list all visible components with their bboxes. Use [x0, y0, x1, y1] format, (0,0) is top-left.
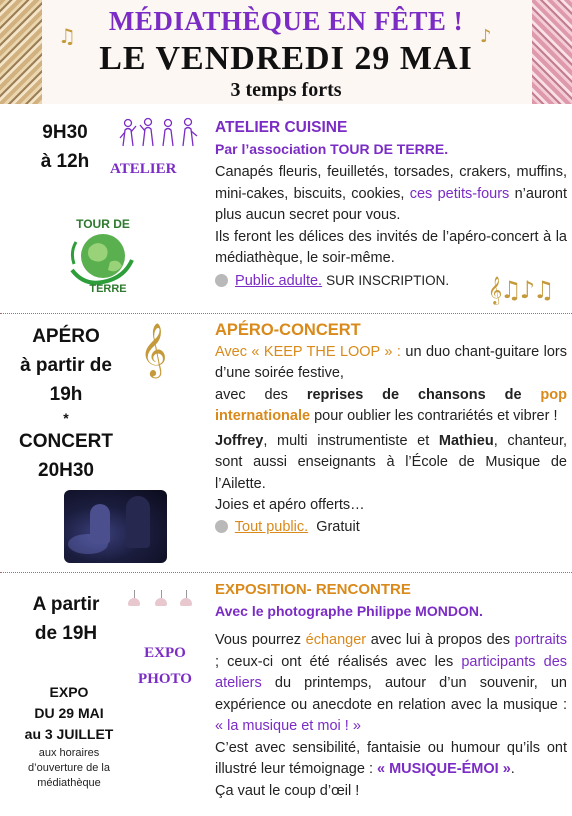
section-divider	[0, 313, 572, 314]
people-icon	[118, 116, 200, 150]
audience-line: Tout public. Gratuit	[215, 517, 567, 539]
section-divider	[0, 572, 572, 573]
music-notes-icon: 𝄞♫♪♫	[488, 276, 553, 304]
event-date: LE VENDREDI 29 MAI	[99, 40, 473, 77]
page-title: MÉDIATHÈQUE EN FÊTE !	[108, 6, 464, 36]
music-note-icon: ♪	[480, 26, 492, 47]
glitter-decoration-right	[532, 0, 572, 104]
atelier-tag: ATELIER	[110, 161, 177, 177]
section-title: ATELIER CUISINE	[215, 119, 348, 136]
section-subtitle: Avec le photographe Philippe MONDON.	[215, 602, 483, 619]
lamp-icon	[180, 590, 192, 606]
glitter-decoration-left	[0, 0, 42, 104]
paragraph: Ils feront les délices des invités de l’apéro-concert à la médiathèque, le soir-même.	[215, 228, 567, 266]
expo-tag: EXPO PHOTO	[138, 645, 192, 687]
lamp-icon	[128, 590, 140, 606]
logo-text-bottom: TERRE	[89, 283, 127, 294]
apero-time: APÉRO à partir de 19h * CONCERT 20H30	[19, 326, 113, 481]
expo-hours: aux horaires d’ouverture de la médiathèque	[28, 747, 110, 789]
paragraph: Canapés fleuris, feuilletés, torsades, crakers, muffins, mini-cakes, biscuits, cookies, ces petits-fours n’auront plus aucun secret pour vous.	[215, 164, 567, 223]
concert-photo	[64, 490, 167, 563]
expo-time: A partir de 19H	[32, 594, 100, 644]
tour-de-terre-logo	[62, 212, 144, 294]
bullet-dot-icon	[215, 274, 228, 287]
treble-clef-icon: 𝄞	[140, 322, 168, 376]
section-title: EXPOSITION- RENCONTRE	[215, 581, 411, 598]
apero-description	[215, 320, 567, 538]
paragraph: Ça vaut le coup d’œil !	[215, 782, 360, 799]
paragraph: Avec « KEEP THE LOOP » : un duo chant-guitare lors d’une soirée festive,	[215, 343, 567, 381]
atelier-description	[215, 117, 567, 292]
music-note-icon: ♫	[58, 24, 76, 48]
atelier-time: 9H30 à 12h	[40, 122, 90, 172]
audience-link[interactable]: Tout public.	[234, 518, 309, 535]
section-title: APÉRO-CONCERT	[215, 321, 361, 339]
paragraph: C’est avec sensibilité, fantaisie ou humour qu’ils ont illustré leur témoignage : « MUSIQUE-ÉMOI ».	[215, 739, 567, 777]
bullet-dot-icon	[215, 520, 228, 533]
audience-link[interactable]: Public adulte.	[235, 272, 323, 289]
paragraph: Vous pourrez échanger avec lui à propos des portraits ; ceux-ci ont été réalisés avec les participants des ateliers du printemps, autour d’un souvenir, un expérience ou anecdote en relation avec la musique : « la musique et moi ! »	[215, 632, 568, 734]
paragraph: Joies et apéro offerts…	[215, 497, 365, 513]
logo-text-top: TOUR DE	[76, 217, 130, 231]
header-banner	[0, 0, 572, 104]
audience-line: Public adulte. SUR INSCRIPTION.	[215, 270, 567, 293]
section-subtitle: Par l’association TOUR DE TERRE.	[215, 140, 449, 157]
paragraph: Joffrey, multi instrumentiste et Mathieu, chanteur, sont aussi enseignants à l’École de Musique de l’Ailette.	[215, 432, 568, 492]
paragraph: avec des reprises de chansons de pop internationale pour oublier les contrariétés et vibrer !	[215, 386, 567, 424]
expo-dates: EXPO DU 29 MAI au 3 JUILLET	[24, 684, 114, 742]
lamp-icon	[155, 590, 167, 606]
expo-description	[215, 579, 567, 802]
page-subtitle: 3 temps forts	[230, 79, 342, 101]
